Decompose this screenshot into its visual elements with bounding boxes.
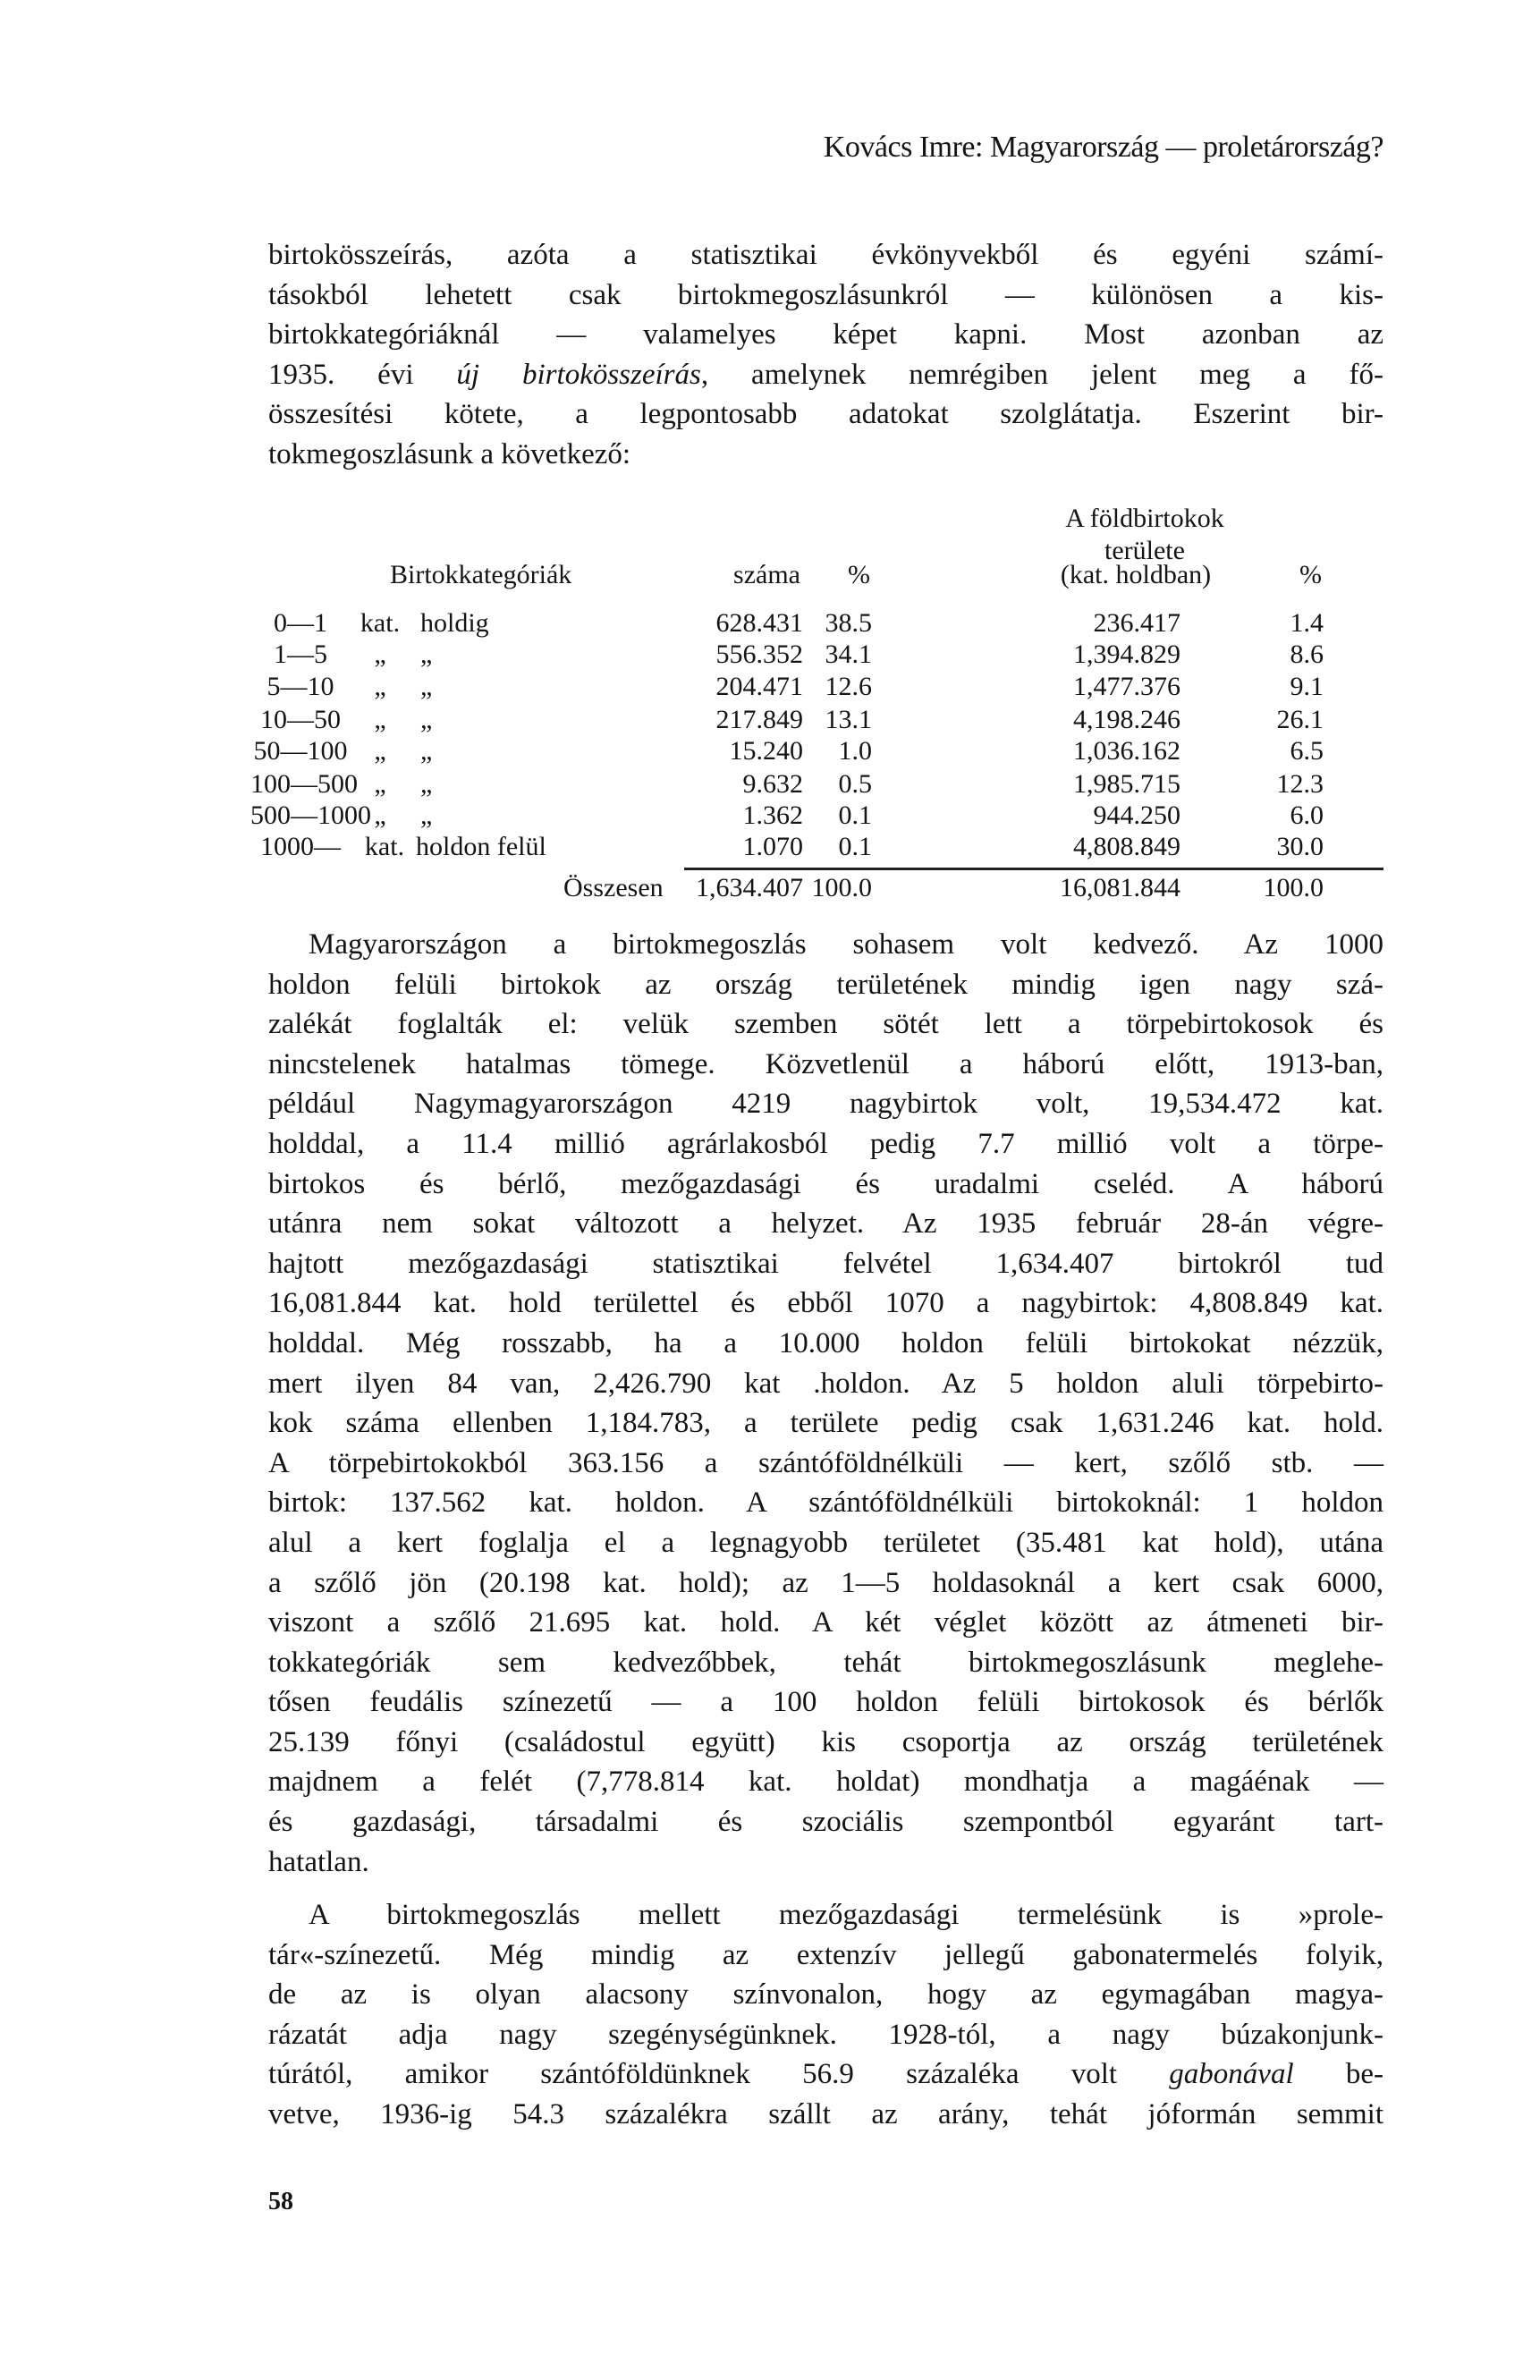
text-run: viszont a szőlő 21.695 kat. hold. A két véglet között az átmeneti bir- bbox=[268, 1606, 1383, 1639]
count-percent: 0.5 bbox=[838, 769, 872, 799]
text-line bbox=[268, 1403, 1383, 1444]
category-unit: kat. bbox=[360, 608, 401, 638]
text-run: utánra nem sokat változott a helyzet. Az 1935 február 28-án végre- bbox=[268, 1207, 1383, 1241]
area-value: 4,808.849 bbox=[1073, 832, 1180, 861]
text-run: rázatát adja nagy szegénységünknek. 1928-tól, a nagy búzakonjunk- bbox=[268, 2018, 1383, 2051]
count-value: 1.070 bbox=[742, 832, 803, 861]
category-range: 10—50 bbox=[260, 705, 341, 734]
text-run: 25.139 főnyi (családostul együtt) kis csoportja az ország területének bbox=[268, 1725, 1383, 1758]
total-label: Összesen bbox=[563, 873, 664, 902]
area-value: 1,394.829 bbox=[1073, 639, 1180, 669]
text-run: holddal. Még rosszabb, ha a 10.000 holdon felüli birtokokat nézzük, bbox=[268, 1326, 1383, 1359]
text-line bbox=[268, 1682, 1383, 1723]
column-header-percent: % bbox=[848, 560, 870, 589]
text-run: holdon felüli birtokok az ország területének mindig igen nagy szá- bbox=[268, 968, 1383, 1001]
category-unit: kat. bbox=[364, 832, 405, 861]
text-run: tősen feudális színezetű — a 100 holdon felüli birtokosok és bérlők bbox=[268, 1686, 1383, 1719]
text-run: be- bbox=[1293, 2058, 1383, 2091]
area-percent: 30.0 bbox=[1276, 832, 1324, 861]
text-line bbox=[268, 2015, 1383, 2055]
text-line bbox=[268, 275, 1383, 316]
text-run: , amelynek nemrégiben jelent meg a fő- bbox=[700, 358, 1383, 391]
text-line bbox=[268, 1244, 1383, 1284]
category-range: 1—5 bbox=[274, 639, 327, 669]
paragraph bbox=[268, 925, 1383, 1882]
total-percent: 100.0 bbox=[811, 873, 872, 902]
text-line bbox=[268, 1563, 1383, 1604]
text-run: nincstelenek hatalmas tömege. Közvetlenül a háború előtt, 1913-ban, bbox=[268, 1047, 1383, 1080]
category-unit: „ bbox=[374, 639, 386, 669]
area-percent: 1.4 bbox=[1290, 608, 1324, 638]
text-line bbox=[268, 2095, 1383, 2135]
category-unit: „ bbox=[374, 800, 386, 830]
text-line bbox=[268, 1004, 1383, 1045]
column-header-count: száma bbox=[733, 560, 800, 589]
total-count: 1,634.407 bbox=[696, 873, 803, 902]
count-value: 217.849 bbox=[715, 705, 803, 734]
text-line bbox=[268, 1165, 1383, 1205]
text-run: és gazdasági, társadalmi és szociális szempontból egyaránt tart- bbox=[268, 1806, 1383, 1839]
area-percent: 8.6 bbox=[1290, 639, 1324, 669]
text-run: holddal, a 11.4 millió agrárlakosból pedig 7.7 millió volt a törpe- bbox=[268, 1127, 1383, 1160]
count-percent: 38.5 bbox=[825, 608, 872, 638]
text-run: hajtott mezőgazdasági statisztikai felvétel 1,634.407 birtokról tud bbox=[268, 1247, 1383, 1280]
paragraph bbox=[268, 1895, 1383, 2135]
text-line bbox=[268, 1802, 1383, 1842]
text-line bbox=[268, 1895, 1383, 1935]
page-number: 58 bbox=[268, 2188, 293, 2215]
text-run: birtok: 137.562 kat. holdon. A szántóföldnélküli birtokoknál: 1 holdon bbox=[268, 1486, 1383, 1520]
text-run: 16,081.844 kat. hold területtel és ebből 1070 a nagybirtok: 4,808.849 kat. bbox=[268, 1287, 1383, 1320]
text-run: birtokkategóriáknál — valamelyes képet kapni. Most azonban az bbox=[268, 318, 1383, 351]
category-unit: „ bbox=[420, 639, 433, 669]
category-range: 50—100 bbox=[253, 736, 348, 766]
text-line bbox=[268, 235, 1383, 275]
category-unit: „ bbox=[420, 736, 433, 766]
text-run: birtokos és bérlő, mezőgazdasági és uradalmi cseléd. A háború bbox=[268, 1167, 1383, 1200]
category-unit: „ bbox=[374, 705, 386, 734]
text-line bbox=[268, 1723, 1383, 1763]
category-range: 1000— bbox=[260, 832, 341, 861]
text-run: A törpebirtokokból 363.156 a szántóföldnélküli — kert, szőlő stb. — bbox=[268, 1446, 1383, 1479]
text-line bbox=[268, 1124, 1383, 1165]
text-run: alul a kert foglalja el a legnagyobb területet (35.481 kat hold), utána bbox=[268, 1526, 1383, 1559]
italic-emphasis: gabonával bbox=[1169, 2058, 1294, 2091]
category-unit: „ bbox=[374, 769, 386, 799]
count-value: 9.632 bbox=[742, 769, 803, 799]
text-run: zalékát foglalták el: velük szemben sötét lett a törpebirtokosok és bbox=[268, 1008, 1383, 1041]
text-line bbox=[268, 1444, 1383, 1484]
text-run: tokmegoszlásunk a következő: bbox=[268, 437, 631, 470]
text-line bbox=[268, 435, 1383, 475]
text-line bbox=[268, 1603, 1383, 1643]
text-line bbox=[268, 1364, 1383, 1404]
category-range: 5—10 bbox=[267, 672, 334, 701]
text-run: de az is olyan alacsony színvonalon, hogy az egymagában magya- bbox=[268, 1978, 1383, 2012]
text-run: például Nagymagyarországon 4219 nagybirtok volt, 19,534.472 kat. bbox=[268, 1088, 1383, 1121]
category-unit: „ bbox=[420, 800, 433, 830]
category-range: 500—1000 bbox=[250, 800, 371, 830]
text-line bbox=[268, 394, 1383, 435]
text-run: összesítési kötete, a legpontosabb adatokat szolglátatja. Eszerint bir- bbox=[268, 398, 1383, 431]
text-run: túrától, amikor szántóföldünknek 56.9 százaléka volt bbox=[268, 2058, 1170, 2091]
text-line bbox=[268, 1643, 1383, 1683]
total-area-percent: 100.0 bbox=[1263, 873, 1324, 902]
text-run: hatatlan. bbox=[268, 1845, 369, 1878]
text-run: a szőlő jön (20.198 kat. hold); az 1—5 holdasoknál a kert csak 6000, bbox=[268, 1566, 1383, 1599]
count-percent: 1.0 bbox=[838, 736, 872, 766]
area-value: 1,477.376 bbox=[1073, 672, 1180, 701]
italic-emphasis: új birtokösszeírás bbox=[456, 358, 701, 391]
text-line bbox=[268, 1084, 1383, 1124]
area-percent: 9.1 bbox=[1290, 672, 1324, 701]
text-run: tár«-színezetű. Még mindig az extenzív jellegű gabonatermelés folyik, bbox=[268, 1938, 1383, 1971]
count-value: 556.352 bbox=[715, 639, 803, 669]
text-line bbox=[268, 1283, 1383, 1324]
area-percent: 6.0 bbox=[1290, 800, 1324, 830]
total-rule bbox=[684, 868, 1383, 870]
text-line bbox=[268, 1204, 1383, 1244]
text-line bbox=[268, 1045, 1383, 1085]
count-percent: 0.1 bbox=[838, 832, 872, 861]
table-group-header: területe bbox=[1104, 536, 1185, 565]
text-run: tokkategóriák sem kedvezőbbek, tehát birtokmegoszlásunk meglehe- bbox=[268, 1646, 1383, 1679]
area-percent: 26.1 bbox=[1276, 705, 1324, 734]
count-percent: 13.1 bbox=[825, 705, 872, 734]
area-value: 1,036.162 bbox=[1073, 736, 1180, 766]
text-line bbox=[268, 1935, 1383, 1976]
area-percent: 6.5 bbox=[1290, 736, 1324, 766]
text-line bbox=[268, 355, 1383, 395]
column-header-category: Birtokkategóriák bbox=[390, 560, 572, 589]
count-percent: 12.6 bbox=[825, 672, 872, 701]
text-line bbox=[268, 2054, 1383, 2095]
area-percent: 12.3 bbox=[1276, 769, 1324, 799]
count-value: 204.471 bbox=[715, 672, 803, 701]
area-value: 4,198.246 bbox=[1073, 705, 1180, 734]
text-line bbox=[268, 1483, 1383, 1523]
table-group-header: A földbirtokok bbox=[1065, 504, 1224, 533]
category-unit: holdig bbox=[420, 608, 489, 638]
area-value: 236.417 bbox=[1093, 608, 1180, 638]
category-unit: „ bbox=[374, 672, 386, 701]
text-run: vetve, 1936-ig 54.3 százalékra szállt az arány, tehát jóformán semmit bbox=[268, 2097, 1383, 2130]
category-unit: holdon felül bbox=[416, 832, 546, 861]
column-header-area: (kat. holdban) bbox=[1060, 560, 1212, 589]
text-run: 1935. évi bbox=[268, 358, 457, 391]
text-line bbox=[268, 1324, 1383, 1364]
count-value: 1.362 bbox=[742, 800, 803, 830]
text-line bbox=[268, 965, 1383, 1005]
count-value: 15.240 bbox=[729, 736, 803, 766]
category-unit: „ bbox=[420, 769, 433, 799]
category-unit: „ bbox=[420, 672, 433, 701]
text-run: A birtokmegoszlás mellett mezőgazdasági termelésünk is »prole- bbox=[309, 1899, 1383, 1931]
area-value: 1,985.715 bbox=[1073, 769, 1180, 799]
area-value: 944.250 bbox=[1093, 800, 1180, 830]
category-range: 0—1 bbox=[274, 608, 327, 638]
paragraph bbox=[268, 235, 1383, 475]
category-range: 100—500 bbox=[250, 769, 358, 799]
text-line bbox=[268, 315, 1383, 355]
text-line bbox=[268, 1762, 1383, 1802]
count-percent: 0.1 bbox=[838, 800, 872, 830]
text-line bbox=[268, 1842, 1383, 1883]
count-value: 628.431 bbox=[715, 608, 803, 638]
text-run: majdnem a felét (7,778.814 kat. holdat) mondhatja a magáénak — bbox=[268, 1766, 1383, 1799]
text-line bbox=[268, 925, 1383, 965]
text-run: birtokösszeírás, azóta a statisztikai évkönyvekből és egyéni számí- bbox=[268, 239, 1383, 271]
category-unit: „ bbox=[374, 736, 386, 766]
text-run: mert ilyen 84 van, 2,426.790 kat .holdon. Az 5 holdon aluli törpebirto- bbox=[268, 1367, 1383, 1400]
count-percent: 34.1 bbox=[825, 639, 872, 669]
text-line bbox=[268, 1975, 1383, 2015]
text-run: Magyarországon a birtokmegoszlás sohasem volt kedvező. Az 1000 bbox=[309, 928, 1383, 961]
total-area: 16,081.844 bbox=[1060, 873, 1180, 902]
text-run: tásokból lehetett csak birtokmegoszlásunkról — különösen a kis- bbox=[268, 278, 1383, 311]
text-run: kok száma ellenben 1,184.783, a területe pedig csak 1,631.246 kat. hold. bbox=[268, 1407, 1383, 1440]
text-line bbox=[268, 1523, 1383, 1563]
running-header: Kovács Imre: Magyarország — proletárország? bbox=[823, 131, 1383, 164]
column-header-area-percent: % bbox=[1299, 560, 1322, 589]
category-unit: „ bbox=[420, 705, 433, 734]
